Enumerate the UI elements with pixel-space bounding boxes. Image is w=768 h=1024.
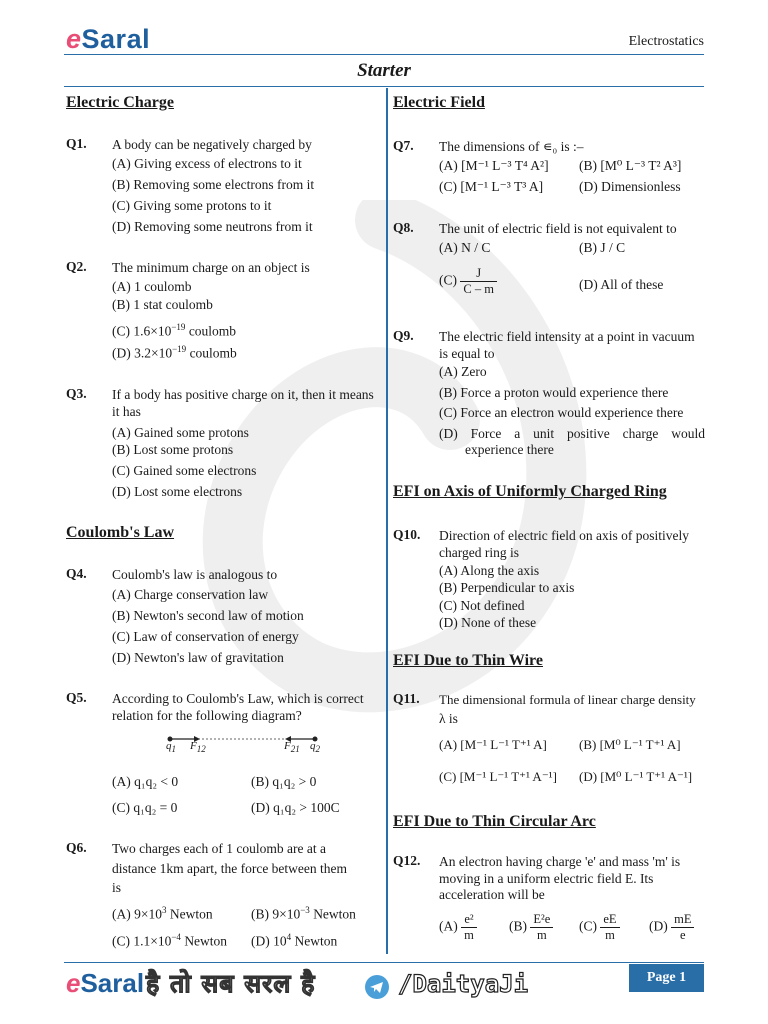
q8-option-c: (C) $\frac{J}{C - m}$ xyxy=(439,266,497,297)
q8-option-c-fraction: $\frac{J}{C - m}$ xyxy=(460,266,497,297)
q10-number: Q10. xyxy=(393,527,421,542)
telegram-icon xyxy=(365,975,389,999)
q11-number: Q11. xyxy=(393,691,420,706)
footer-handle: /DaityaJi xyxy=(398,970,529,998)
q4-option-a: (A) Charge conservation law xyxy=(112,587,269,602)
q3-number: Q3. xyxy=(66,386,87,401)
q4-option-b: (B) Newton's second law of motion xyxy=(112,608,304,623)
q5-text-line2: relation for the following diagram? xyxy=(112,708,302,723)
q12-number: Q12. xyxy=(393,853,421,868)
q8-option-a: (A) N / C xyxy=(439,240,491,255)
q5-charge-diagram xyxy=(160,733,330,761)
column-divider xyxy=(386,88,388,954)
q3-text-line1: If a body has positive charge on it, then it means xyxy=(112,387,374,402)
q11-option-d: (D) [M⁰ L⁻¹ T⁺¹ A⁻¹] xyxy=(579,769,693,784)
page-number-badge: Page 1 xyxy=(629,964,704,992)
q10-text-line2: charged ring is xyxy=(439,545,519,560)
q11-text-line1: The dimensional formula of linear charge density xyxy=(439,692,696,707)
header-divider xyxy=(64,54,704,55)
section-heading-efi-ring: EFI on Axis of Uniformly Charged Ring xyxy=(393,483,667,500)
q2-option-d: (D) $3.2\times 10^{-19}$ coulomb xyxy=(112,344,237,361)
q1-text: A body can be negatively charged by xyxy=(112,137,312,152)
q3-option-d: (D) Lost some electrons xyxy=(112,484,243,499)
q2-label: $q_2$ xyxy=(310,740,320,755)
f21-label: $F_{21}$ xyxy=(284,740,300,755)
footer-divider xyxy=(64,962,704,963)
page-title: Starter xyxy=(357,60,411,81)
q3-option-c: (C) Gained some electrons xyxy=(112,463,257,478)
q10-option-a: (A) Along the axis xyxy=(439,563,540,578)
q7-text: The dimensions of ∊₀ is :– xyxy=(439,139,584,154)
q5-option-a: (A) q₁q₂ < 0 xyxy=(112,774,179,789)
q12-option-a: (A) $\frac{\text{e²}}{m}$ xyxy=(439,912,477,943)
q6-option-c: (C) $1.1\times 10^{-4}$ Newton xyxy=(112,932,228,949)
q1-option-a: (A) Giving excess of electrons to it xyxy=(112,156,302,171)
q2-option-a: (A) 1 coulomb xyxy=(112,279,192,294)
q6-option-a: (A) $9\times 10^3$ Newton xyxy=(112,905,213,922)
q1-option-d: (D) Removing some neutrons from it xyxy=(112,219,313,234)
q6-number: Q6. xyxy=(66,840,87,855)
q1-option-c: (C) Giving some protons to it xyxy=(112,198,272,213)
q7-option-c: (C) [M⁻¹ L⁻³ T³ A] xyxy=(439,179,544,194)
q11-option-b: (B) [M⁰ L⁻¹ T⁺¹ A] xyxy=(579,737,681,752)
q12-option-c: (C) $\frac{eE}{m}$ xyxy=(579,912,620,943)
saral-logo: eSaral xyxy=(66,24,151,54)
q4-number: Q4. xyxy=(66,566,87,581)
q2-option-b: (B) 1 stat coulomb xyxy=(112,297,213,312)
footer-tagline: है तो सब सरल है xyxy=(146,969,316,998)
q9-text-line1: The electric field intensity at a point in vacuum xyxy=(439,329,695,344)
q1-option-b: (B) Removing some electrons from it xyxy=(112,177,315,192)
q6-option-d: (D) $10^4$ Newton xyxy=(251,932,338,949)
q9-option-d-line2: experience there xyxy=(465,442,554,457)
q10-text-line1: Direction of electric field on axis of positively xyxy=(439,528,690,543)
q8-option-d: (D) All of these xyxy=(579,277,664,292)
section-heading-efi-arc: EFI Due to Thin Circular Arc xyxy=(393,813,596,830)
q12-text-line1: An electron having charge 'e' and mass 'm' is xyxy=(439,854,681,869)
q5-option-c: (C) q₁q₂ = 0 xyxy=(112,800,178,815)
q9-option-a: (A) Zero xyxy=(439,364,487,379)
section-heading-coulombs-law: Coulomb's Law xyxy=(66,524,175,541)
q10-option-c: (C) Not defined xyxy=(439,598,525,613)
section-heading-efi-wire: EFI Due to Thin Wire xyxy=(393,652,543,669)
q6-option-b: (B) $9\times 10^{-3}$ Newton xyxy=(251,905,356,922)
q6-text-line3: is xyxy=(112,880,122,895)
q1-number: Q1. xyxy=(66,136,87,151)
q5-number: Q5. xyxy=(66,690,87,705)
q4-text: Coulomb's law is analogous to xyxy=(112,567,278,582)
q9-number: Q9. xyxy=(393,328,414,343)
q12-option-b: (B) $\frac{\text{E²e}}{m}$ xyxy=(509,912,553,943)
f12-label: $F_{12}$ xyxy=(190,740,206,755)
q3-option-a: (A) Gained some protons xyxy=(112,425,249,440)
q7-option-b: (B) [M⁰ L⁻³ T² A³] xyxy=(579,158,682,173)
q7-number: Q7. xyxy=(393,138,414,153)
title-divider xyxy=(64,86,704,87)
q5-option-d: (D) q₁q₂ > 100C xyxy=(251,800,340,815)
q4-option-c: (C) Law of conservation of energy xyxy=(112,629,299,644)
q7-option-a: (A) [M⁻¹ L⁻³ T⁴ A²] xyxy=(439,158,549,173)
q12-text-line3: acceleration will be xyxy=(439,887,545,902)
q3-text-line2: it has xyxy=(112,404,141,419)
q5-text-line1: According to Coulomb's Law, which is correct xyxy=(112,691,364,706)
q11-option-c: (C) [M⁻¹ L⁻¹ T⁺¹ A⁻¹] xyxy=(439,769,557,784)
q4-option-d: (D) Newton's law of gravitation xyxy=(112,650,284,665)
q8-number: Q8. xyxy=(393,220,414,235)
q11-text-line2: λ is xyxy=(439,711,458,726)
q9-text-line2: is equal to xyxy=(439,346,495,361)
q8-option-b: (B) J / C xyxy=(579,240,626,255)
q12-option-d: (D) $\frac{mE}{e}$ xyxy=(649,912,694,943)
q2-text: The minimum charge on an object is xyxy=(112,260,310,275)
q10-option-d: (D) None of these xyxy=(439,615,537,630)
q11-option-a: (A) [M⁻¹ L⁻¹ T⁺¹ A] xyxy=(439,737,547,752)
q7-option-d: (D) Dimensionless xyxy=(579,179,681,194)
q5-option-b: (B) q₁q₂ > 0 xyxy=(251,774,317,789)
footer-saral-logo: eSaral xyxy=(66,968,145,998)
section-heading-electric-field: Electric Field xyxy=(393,94,485,111)
q2-option-c: (C) $1.6\times 10^{-19}$ coulomb xyxy=(112,322,237,339)
q9-option-c: (C) Force an electron would experience there xyxy=(439,405,684,420)
section-heading-electric-charge: Electric Charge xyxy=(66,94,174,111)
q10-option-b: (B) Perpendicular to axis xyxy=(439,580,575,595)
q8-text: The unit of electric field is not equivalent to xyxy=(439,221,677,236)
q6-text-line1: Two charges each of 1 coulomb are at a xyxy=(112,841,326,856)
q1-label: $q_1$ xyxy=(166,740,176,755)
q6-text-line2: distance 1km apart, the force between them xyxy=(112,861,348,876)
subject-label: Electrostatics xyxy=(628,34,704,49)
q2-number: Q2. xyxy=(66,259,87,274)
q9-option-b: (B) Force a proton would experience there xyxy=(439,385,669,400)
q9-option-d-line1: (D) Force a unit positive charge would xyxy=(439,426,705,441)
q3-option-b: (B) Lost some protons xyxy=(112,442,234,457)
q12-text-line2: moving in a uniform electric field E. Its xyxy=(439,871,654,886)
